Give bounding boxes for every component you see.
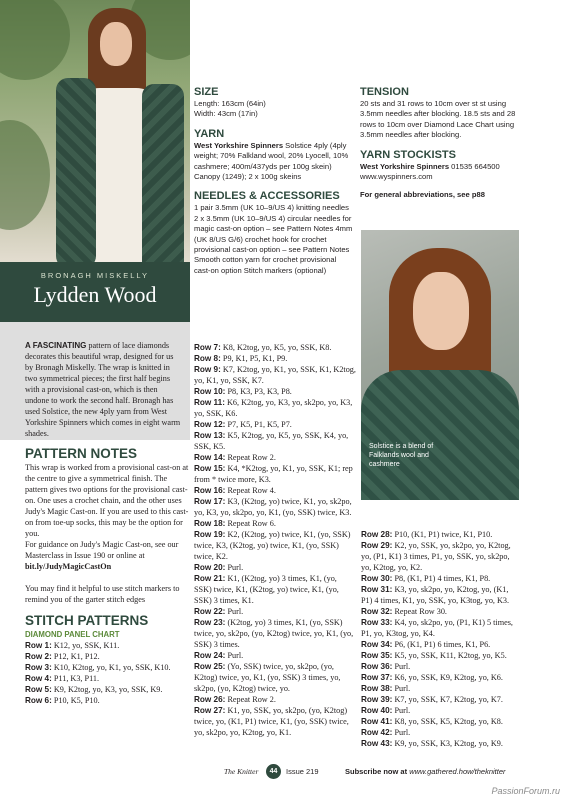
row-instruction: Purl. bbox=[225, 563, 244, 572]
size-width: Width: 43cm (17in) bbox=[194, 109, 258, 119]
pattern-row bbox=[194, 485, 356, 496]
row-label: Row 35: bbox=[361, 651, 393, 660]
pattern-title: Lydden Wood bbox=[33, 282, 157, 307]
row-instruction: Purl. bbox=[392, 662, 411, 671]
row-instruction: K8, yo, SSK, K5, K2tog, yo, K8. bbox=[392, 717, 503, 726]
row-instruction: Purl. bbox=[225, 651, 244, 660]
stitch-patterns-heading: STITCH PATTERNS bbox=[25, 613, 149, 628]
row-label: Row 20: bbox=[194, 563, 226, 572]
row-instruction: K1, (K2tog, yo) 3 times, K1, (yo, SSK) twice, K1, (K2tog, yo) twice, K1, (yo, SSK) 3 times, K1. bbox=[194, 574, 339, 605]
row-instruction: K6, K2tog, yo, K3, yo, sk2po, yo, K3, yo, SSK, K6. bbox=[194, 398, 353, 418]
row-instruction: K1, yo, SSK, yo, sk2po, (yo, K2tog) twice, yo, (K1, P1) twice, K1, (yo, SSK) twice, yo, sk2po, yo, K2tog, yo, K1. bbox=[194, 706, 349, 737]
magazine-name: The Knitter bbox=[224, 767, 259, 776]
rows-list-left bbox=[25, 640, 190, 706]
pattern-row bbox=[361, 705, 521, 716]
pattern-row bbox=[194, 353, 356, 364]
row-instruction: P11, K3, P11. bbox=[51, 674, 100, 683]
row-instruction: Repeat Row 6. bbox=[225, 519, 276, 528]
row-instruction: K12, yo, SSK, K11. bbox=[51, 641, 120, 650]
pattern-row bbox=[194, 606, 356, 617]
pattern-row bbox=[25, 673, 190, 684]
pattern-row bbox=[194, 694, 356, 705]
row-instruction: P9, K1, P5, K1, P9. bbox=[220, 354, 288, 363]
row-instruction: K2, yo, SSK, yo, sk2po, yo, K2tog, yo, (P1, K1) 3 times, P1, yo, SSK, yo, sk2po, yo, K2tog, yo, K2. bbox=[361, 541, 511, 572]
row-instruction: Repeat Row 4. bbox=[225, 486, 276, 495]
row-instruction: (K2tog, yo) 3 times, K1, (yo, SSK) twice, yo, sk2po, (yo, K2tog) twice, yo, K1, (yo, SSK) 3 times. bbox=[194, 618, 354, 649]
row-instruction: K5, K2tog, yo, K5, yo, SSK, K4, yo, SSK, K5. bbox=[194, 431, 349, 451]
row-label: Row 40: bbox=[361, 706, 393, 715]
pattern-notes-para3: You may find it helpful to use stitch markers to remind you of the garter stitch edges bbox=[25, 584, 180, 604]
yarn-heading: YARN bbox=[194, 127, 225, 140]
row-label: Row 38: bbox=[361, 684, 393, 693]
row-instruction: Repeat Row 30. bbox=[392, 607, 447, 616]
pattern-row bbox=[194, 364, 356, 386]
row-label: Row 32: bbox=[361, 607, 393, 616]
intro-lead: A FASCINATING bbox=[25, 341, 87, 350]
row-label: Row 12: bbox=[194, 420, 226, 429]
pattern-row bbox=[194, 573, 356, 606]
size-heading: SIZE bbox=[194, 86, 219, 98]
row-instruction: P7, K5, P1, K5, P7. bbox=[225, 420, 292, 429]
needles-text: 1 pair 3.5mm (UK 10–9/US 4) knitting needles 2 x 3.5mm (UK 10–9/US 4) circular needles for magic cast-on option – see Pattern Notes 4mm (UK 8/US G/6) crochet hook for crochet provisional cast-on option – see Pattern Notes Smooth cotton yarn for crochet provisional cast-on option Stitch markers (optional) bbox=[194, 203, 353, 275]
pattern-row bbox=[361, 683, 521, 694]
row-instruction: K8, K2tog, yo, K5, yo, SSK, K8. bbox=[220, 343, 332, 352]
pattern-row bbox=[25, 640, 190, 651]
row-instruction: Purl. bbox=[392, 706, 411, 715]
rows-list-right bbox=[361, 529, 521, 749]
row-label: Row 10: bbox=[194, 387, 226, 396]
row-label: Row 5: bbox=[25, 685, 52, 694]
pattern-row bbox=[194, 419, 356, 430]
page-number: 44 bbox=[266, 764, 281, 779]
designer-name: BRONAGH MISKELLY bbox=[40, 271, 150, 280]
pattern-row bbox=[194, 661, 356, 694]
row-instruction: K3, (K2tog, yo) twice, K1, yo, sk2po, yo, K3, yo, sk2po, yo, K1, (yo, SSK) twice, K3. bbox=[194, 497, 352, 517]
row-instruction: Purl. bbox=[225, 607, 244, 616]
pattern-row bbox=[361, 617, 521, 639]
row-instruction: Purl. bbox=[392, 728, 411, 737]
row-instruction: K5, yo, SSK, K11, K2tog, yo, K5. bbox=[392, 651, 507, 660]
subscribe-url[interactable]: www.gathered.how/theknitter bbox=[409, 767, 506, 776]
pattern-row bbox=[361, 661, 521, 672]
row-instruction: P12, K1, P12. bbox=[51, 652, 100, 661]
row-instruction: K2, (K2tog, yo) twice, K1, (yo, SSK) twice, K3, (K2tog, yo) twice, K1, (yo, SSK) twice, K2. bbox=[194, 530, 351, 561]
row-instruction: P8, (K1, P1) 4 times, K1, P8. bbox=[392, 574, 491, 583]
pattern-row bbox=[361, 573, 521, 584]
yarn-text bbox=[194, 141, 354, 183]
row-label: Row 26: bbox=[194, 695, 226, 704]
pattern-notes-heading: PATTERN NOTES bbox=[25, 446, 138, 461]
intro-panel bbox=[0, 322, 190, 440]
row-label: Row 31: bbox=[361, 585, 393, 594]
row-label: Row 39: bbox=[361, 695, 393, 704]
row-instruction: K10, K2tog, yo, K1, yo, SSK, K10. bbox=[51, 663, 171, 672]
row-label: Row 29: bbox=[361, 541, 393, 550]
row-instruction: Purl. bbox=[392, 684, 411, 693]
stockist-web[interactable]: www.wyspinners.com bbox=[360, 172, 433, 182]
yarn-details: Solstice 4ply (4ply weight; 70% Falkland wool, 20% Lyocell, 10% cashmere; 400m/437yds per 100g skein) Canopy (1249); 2 x 100g skeins bbox=[194, 140, 349, 182]
row-label: Row 43: bbox=[361, 739, 393, 748]
row-label: Row 30: bbox=[361, 574, 393, 583]
pattern-row bbox=[25, 662, 190, 673]
pattern-row bbox=[361, 716, 521, 727]
row-instruction: K6, yo, SSK, K9, K2tog, yo, K6. bbox=[392, 673, 503, 682]
pattern-row bbox=[25, 684, 190, 695]
photo-caption: Solstice is a blend of Falklands wool and cashmere bbox=[369, 443, 434, 468]
pattern-notes-para1: This wrap is worked from a provisional cast-on at the centre to give a symmetrical finish. The pattern gives two options for the provisional cast-on. One uses a crochet chain, and the other uses Judy's Magic Cast-on. If you are used to this cast-on from toe-up socks, this may be the option for you. bbox=[25, 463, 189, 538]
row-label: Row 17: bbox=[194, 497, 226, 506]
subscribe-line bbox=[345, 767, 506, 776]
row-label: Row 24: bbox=[194, 651, 226, 660]
row-label: Row 3: bbox=[25, 663, 52, 672]
chart-subheading: DIAMOND PANEL CHART bbox=[25, 630, 120, 639]
row-label: Row 6: bbox=[25, 696, 52, 705]
wrap-photo bbox=[0, 0, 190, 262]
pattern-notes-para2: For guidance on Judy's Magic Cast-on, see our Masterclass in Issue 190 or online at bbox=[25, 540, 179, 560]
pattern-row bbox=[361, 650, 521, 661]
row-label: Row 23: bbox=[194, 618, 226, 627]
title-banner bbox=[0, 262, 190, 322]
row-label: Row 4: bbox=[25, 674, 52, 683]
row-label: Row 21: bbox=[194, 574, 226, 583]
intro-text: pattern of lace diamonds decorates this beautiful wrap, designed for us by Bronagh Miskelly. The wrap is knitted in two symmetrical pieces; the first half begins with a provisional cast-on, which is then undone to work the second half. Bronagh has used Solstice, the new 4ply yarn from West Yorkshire Spinners which comes in eight warm shades. bbox=[25, 341, 181, 438]
pattern-row bbox=[361, 584, 521, 606]
row-instruction: K9, K2tog, yo, K3, yo, SSK, K9. bbox=[51, 685, 163, 694]
subscribe-text: Subscribe now at bbox=[345, 767, 410, 776]
row-instruction: Repeat Row 2. bbox=[225, 453, 276, 462]
row-label: Row 19: bbox=[194, 530, 226, 539]
row-label: Row 41: bbox=[361, 717, 393, 726]
needles-heading: NEEDLES & ACCESSORIES bbox=[194, 190, 340, 203]
watermark: PassionForum.ru bbox=[491, 786, 560, 796]
row-label: Row 1: bbox=[25, 641, 52, 650]
pattern-row bbox=[25, 695, 190, 706]
row-instruction: K3, yo, sk2po, yo, K2tog, yo, (K1, P1) 4 times, K1, yo, SSK, yo, K3tog, yo, K3. bbox=[361, 585, 510, 605]
pattern-row bbox=[361, 606, 521, 617]
row-label: Row 28: bbox=[361, 530, 393, 539]
tension-text: 20 sts and 31 rows to 10cm over st st using 3.5mm needles after blocking. 18.5 sts and 28 rows to 10cm over Diamond Lace Chart using 3.5mm needles after blocking. bbox=[360, 99, 516, 140]
pattern-row bbox=[194, 650, 356, 661]
yarn-brand: West Yorkshire Spinners bbox=[194, 140, 284, 150]
row-label: Row 11: bbox=[194, 398, 225, 407]
pattern-row bbox=[361, 540, 521, 573]
spec-column-right bbox=[360, 86, 520, 201]
row-instruction: P10, (K1, P1) twice, K1, P10. bbox=[392, 530, 493, 539]
row-label: Row 42: bbox=[361, 728, 393, 737]
pattern-row bbox=[194, 705, 356, 738]
spec-column bbox=[194, 86, 354, 276]
row-label: Row 15: bbox=[194, 464, 226, 473]
row-instruction: K7, K2tog, yo, K1, yo, SSK, K1, K2tog, yo, K1, yo, SSK, K7. bbox=[194, 365, 356, 385]
pattern-row bbox=[194, 496, 356, 518]
pattern-row bbox=[361, 639, 521, 650]
page-footer bbox=[0, 764, 566, 780]
pattern-row bbox=[194, 397, 356, 419]
row-label: Row 8: bbox=[194, 354, 221, 363]
abbreviations-note: For general abbreviations, see p88 bbox=[360, 190, 485, 200]
size-length: Length: 163cm (64in) bbox=[194, 99, 266, 108]
pattern-row bbox=[194, 430, 356, 452]
row-label: Row 18: bbox=[194, 519, 226, 528]
row-label: Row 36: bbox=[361, 662, 393, 671]
tension-heading: TENSION bbox=[360, 86, 409, 98]
row-instruction: (Yo, SSK) twice, yo, sk2po, (yo, K2tog) twice, yo, K1, (yo, SSK) 3 times, yo, sk2po, (yo, K2tog) twice, yo. bbox=[194, 662, 341, 693]
row-label: Row 37: bbox=[361, 673, 393, 682]
row-label: Row 25: bbox=[194, 662, 226, 671]
row-instruction: Repeat Row 2. bbox=[225, 695, 276, 704]
pattern-row bbox=[361, 694, 521, 705]
row-label: Row 13: bbox=[194, 431, 226, 440]
stockists-heading: YARN STOCKISTS bbox=[360, 148, 456, 161]
pattern-row bbox=[361, 672, 521, 683]
row-label: Row 14: bbox=[194, 453, 226, 462]
pattern-row bbox=[194, 452, 356, 463]
stockist-phone: 01535 664500 bbox=[449, 161, 500, 171]
row-label: Row 34: bbox=[361, 640, 393, 649]
row-instruction: K4, yo, sk2po, yo, (P1, K1) 5 times, P1, yo, K3tog, yo, K4. bbox=[361, 618, 513, 638]
pattern-row bbox=[194, 562, 356, 573]
left-column bbox=[25, 446, 190, 706]
pattern-row bbox=[361, 738, 521, 749]
row-label: Row 22: bbox=[194, 607, 226, 616]
pattern-row bbox=[194, 529, 356, 562]
row-instruction: P10, K5, P10. bbox=[51, 696, 100, 705]
rows-list-middle bbox=[194, 342, 356, 738]
pattern-row bbox=[361, 727, 521, 738]
row-label: Row 9: bbox=[194, 365, 221, 374]
row-instruction: K9, yo, SSK, K3, K2tog, yo, K9. bbox=[392, 739, 503, 748]
masterclass-link[interactable]: bit.ly/JudyMagicCastOn bbox=[25, 562, 112, 571]
row-label: Row 33: bbox=[361, 618, 393, 627]
row-instruction: P6, (K1, P1) 6 times, K1, P6. bbox=[392, 640, 491, 649]
stockists-line bbox=[360, 162, 520, 172]
row-label: Row 2: bbox=[25, 652, 52, 661]
pattern-row bbox=[194, 617, 356, 650]
pattern-row bbox=[25, 651, 190, 662]
model-photo bbox=[361, 230, 519, 500]
row-instruction: K4, *K2tog, yo, K1, yo, SSK, K1; rep from * twice more, K3. bbox=[194, 464, 353, 484]
issue-number: Issue 219 bbox=[286, 767, 319, 776]
stockist-brand: West Yorkshire Spinners bbox=[360, 161, 450, 171]
pattern-row bbox=[194, 518, 356, 529]
pattern-row bbox=[194, 463, 356, 485]
row-label: Row 27: bbox=[194, 706, 226, 715]
row-label: Row 16: bbox=[194, 486, 226, 495]
row-label: Row 7: bbox=[194, 343, 221, 352]
pattern-row bbox=[194, 386, 356, 397]
pattern-row bbox=[194, 342, 356, 353]
row-instruction: K7, yo, SSK, K7, K2tog, yo, K7. bbox=[392, 695, 503, 704]
row-instruction: P8, K3, P3, K3, P8. bbox=[225, 387, 292, 396]
pattern-row bbox=[361, 529, 521, 540]
